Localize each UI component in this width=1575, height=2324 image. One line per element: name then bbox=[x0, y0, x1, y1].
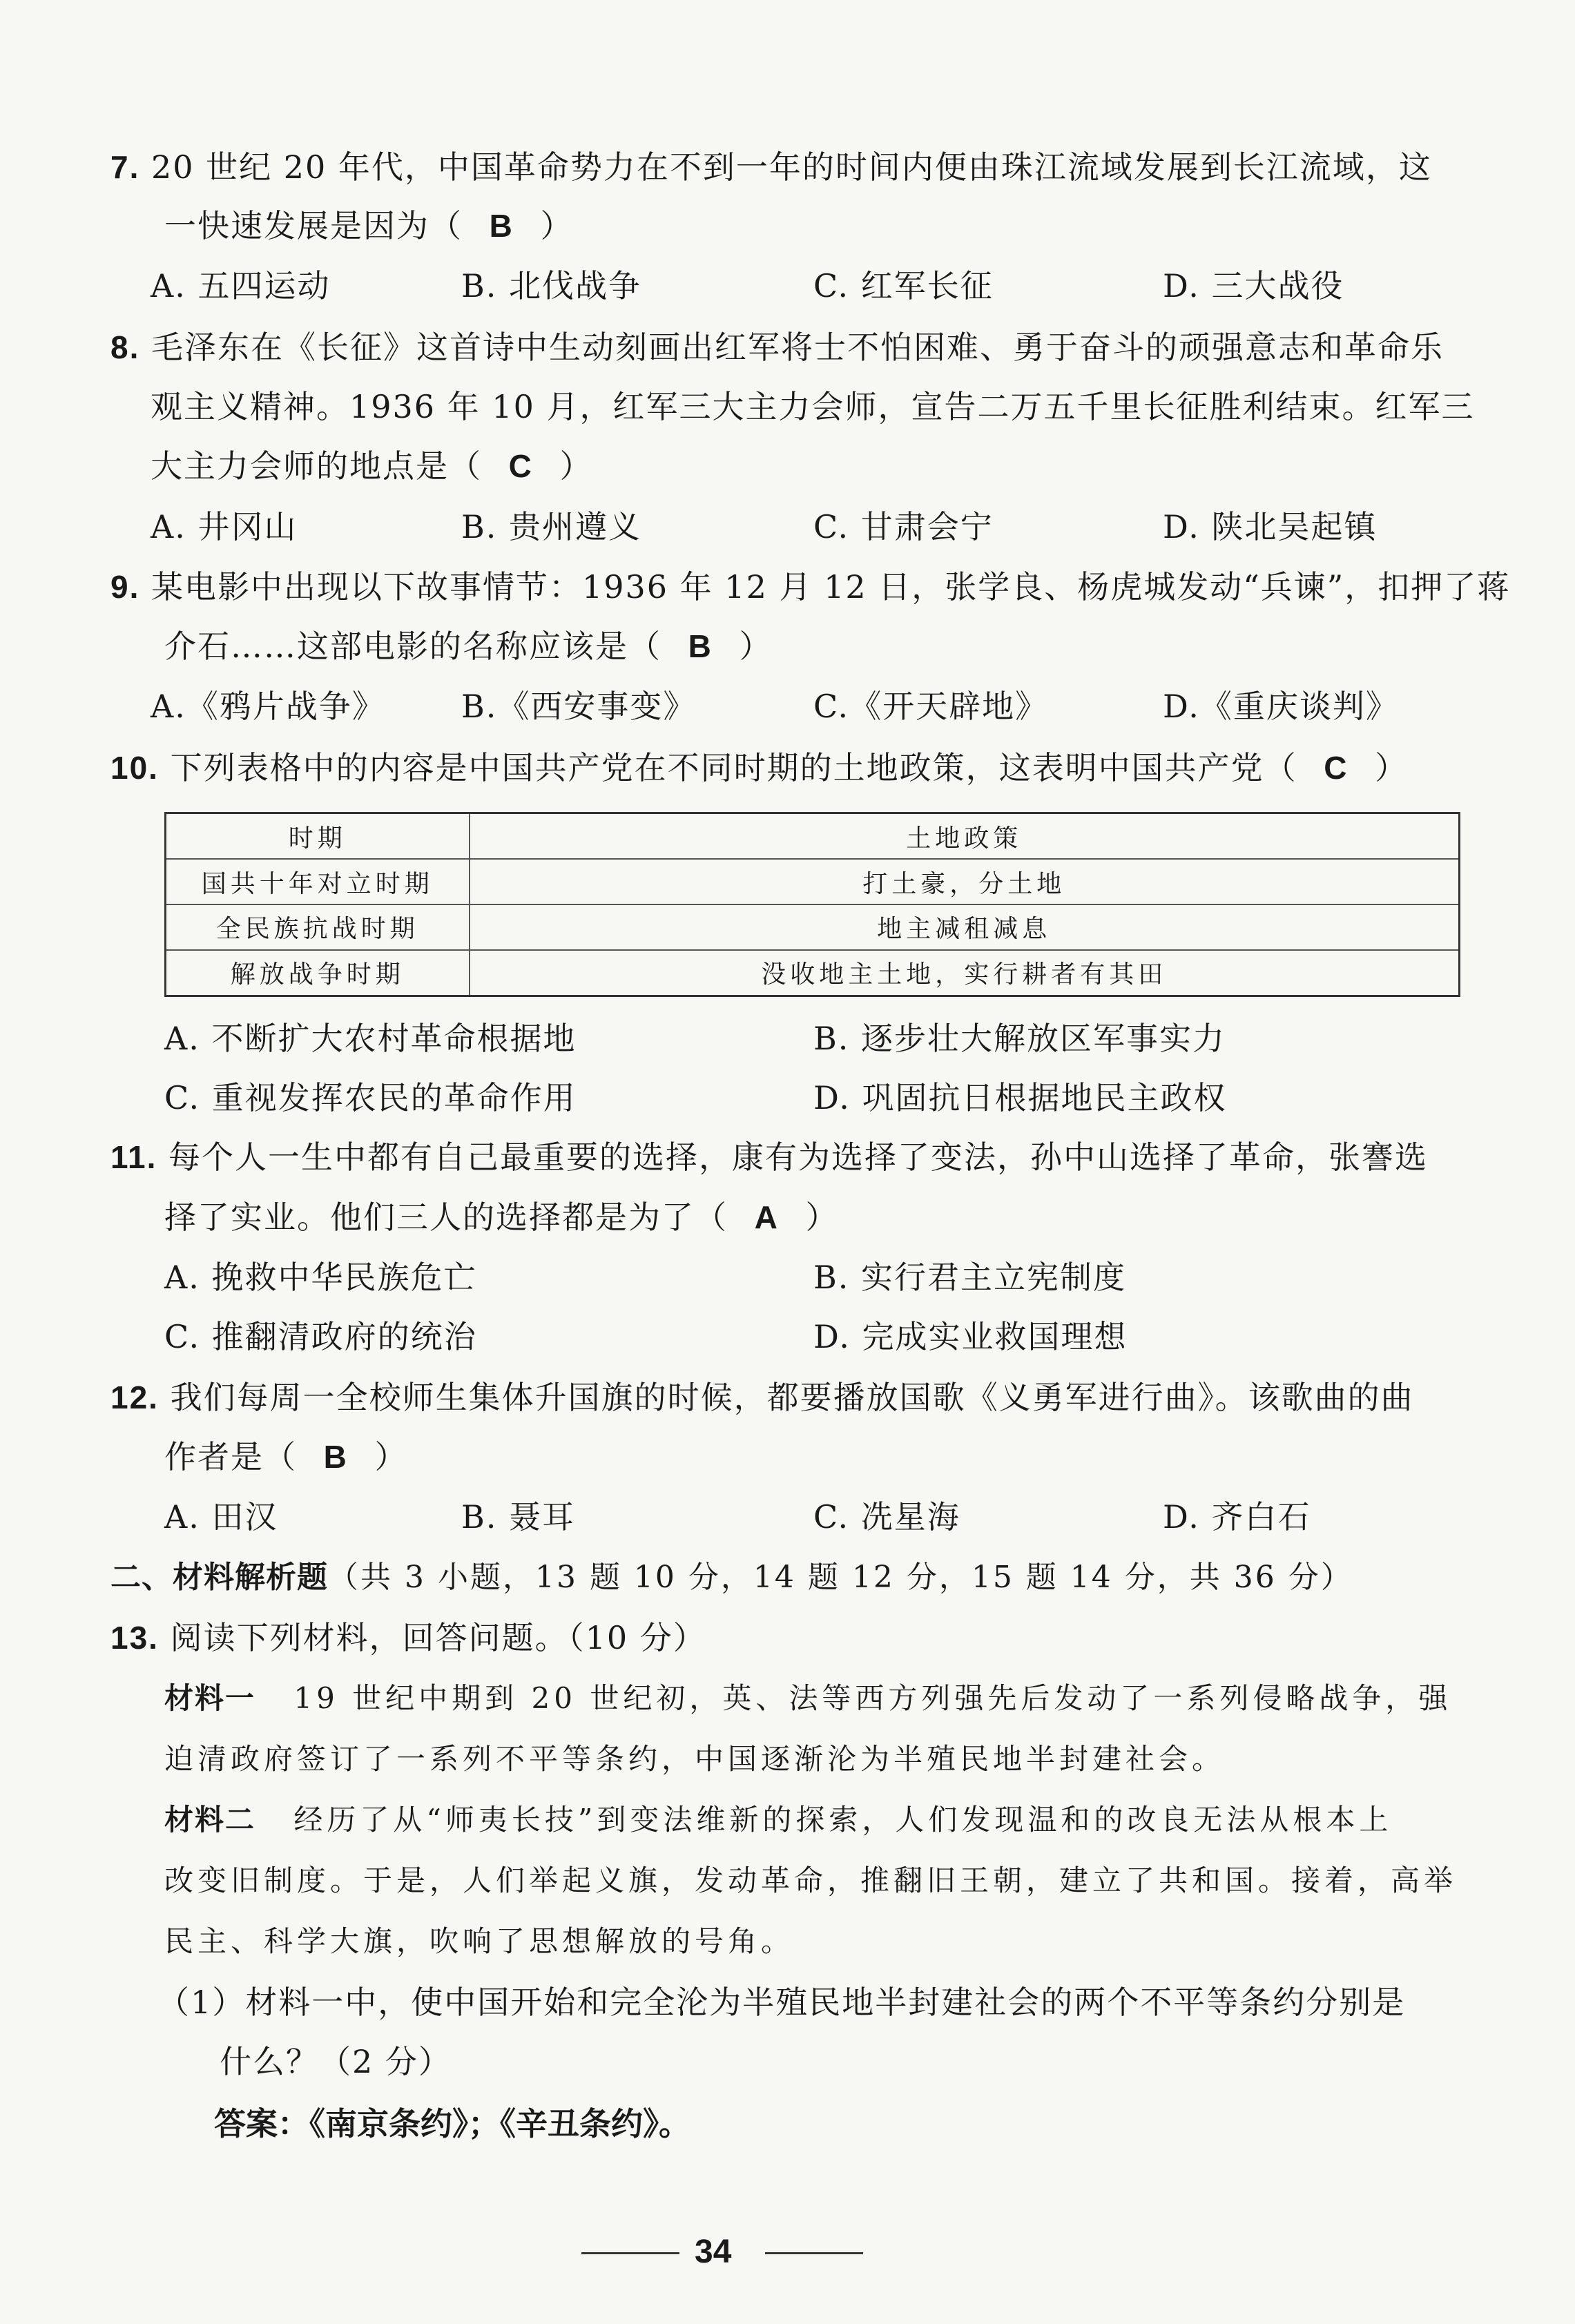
option-b: B. 聂耳 bbox=[461, 1498, 576, 1536]
answer-letter: B bbox=[489, 208, 514, 244]
option-b: B. 北伐战争 bbox=[461, 267, 642, 304]
answer-letter: B bbox=[323, 1439, 348, 1475]
question-9-line-2: 介石……这部电影的名称应该是（ B ） bbox=[164, 628, 773, 665]
option-d: D. 巩固抗日根据地民主政权 bbox=[813, 1079, 1227, 1116]
option-b: B.《西安事变》 bbox=[461, 688, 697, 725]
question-12-line-1: 12. 我们每周一全校师生集体升国旗的时候，都要播放国歌《义勇军进行曲》。该歌曲的曲 bbox=[110, 1379, 1414, 1416]
option-a: A. 井冈山 bbox=[151, 508, 298, 545]
table-row bbox=[166, 904, 1460, 950]
material-2-line-2: 改变旧制度。于是，人们举起义旗，发动革命，推翻旧王朝，建立了共和国。接着，高举 bbox=[164, 1863, 1458, 1897]
page-number: 34 bbox=[695, 2234, 732, 2270]
table-cell: 没收地主土地，实行耕者有其田 bbox=[470, 950, 1460, 996]
footer-rule-right bbox=[765, 2252, 863, 2254]
option-d: D.《重庆谈判》 bbox=[1163, 688, 1399, 725]
section-2-heading bbox=[110, 1557, 1353, 1598]
material-2-line-3: 民主、科学大旗，吹响了思想解放的号角。 bbox=[164, 1924, 795, 1958]
answer-letter: B bbox=[688, 628, 713, 664]
question-12-line-2: 作者是（ B ） bbox=[164, 1438, 408, 1475]
option-a: A. 田汉 bbox=[164, 1498, 278, 1536]
section-title: 二、材料解析题 bbox=[110, 1560, 328, 1595]
question-number: 10. bbox=[110, 750, 159, 786]
material-label: 材料一 bbox=[164, 1681, 256, 1715]
land-policy-table bbox=[164, 812, 1460, 997]
question-number: 13. bbox=[110, 1620, 159, 1656]
answer-letter: A bbox=[754, 1199, 779, 1235]
question-number: 9. bbox=[110, 569, 140, 605]
option-c: C. 甘肃会宁 bbox=[813, 508, 994, 545]
material-label: 材料二 bbox=[164, 1803, 256, 1837]
answer-letter: C bbox=[508, 448, 533, 484]
material-1-line-1: 材料一 19 世纪中期到 20 世纪初，英、法等西方列强先后发动了一系列侵略战争，强 bbox=[164, 1681, 1452, 1715]
table-cell: 国共十年对立时期 bbox=[166, 859, 470, 904]
option-d: D. 陕北吴起镇 bbox=[1163, 508, 1378, 545]
material-1-line-2: 迫清政府签订了一系列不平等条约，中国逐渐沦为半殖民地半封建社会。 bbox=[164, 1742, 1226, 1776]
option-c: C. 红军长征 bbox=[813, 267, 994, 304]
table-cell: 地主减租减息 bbox=[470, 904, 1460, 950]
table-cell: 解放战争时期 bbox=[166, 950, 470, 996]
option-b: B. 实行君主立宪制度 bbox=[813, 1259, 1127, 1296]
question-number: 11. bbox=[110, 1139, 157, 1175]
answer-letter: C bbox=[1324, 750, 1349, 786]
table-cell: 打土豪，分土地 bbox=[470, 859, 1460, 904]
answer-text: 答案：《南京条约》；《辛丑条约》。 bbox=[214, 2105, 690, 2142]
option-c: C. 重视发挥农民的革命作用 bbox=[164, 1079, 577, 1116]
question-number: 12. bbox=[110, 1379, 159, 1415]
question-10-line-1: 10. 下列表格中的内容是中国共产党在不同时期的土地政策，这表明中国共产党（ C ） bbox=[110, 749, 1409, 786]
table-cell: 全民族抗战时期 bbox=[166, 904, 470, 950]
option-d: D. 三大战役 bbox=[1163, 267, 1344, 304]
question-8-line-2: 观主义精神。1936 年 10 月，红军三大主力会师，宣告二万五千里长征胜利结束。红军三 bbox=[151, 388, 1475, 425]
question-7-line-2: 一快速发展是因为（ B ） bbox=[164, 207, 574, 244]
question-9-line-1: 9. 某电影中出现以下故事情节：1936 年 12 月 12 日，张学良、杨虎城发动“兵谏”，扣押了蒋 bbox=[110, 568, 1511, 606]
option-b: B. 贵州遵义 bbox=[461, 508, 642, 545]
table-header-cell: 时期 bbox=[166, 813, 470, 860]
footer-rule-left bbox=[581, 2252, 679, 2254]
sub-question-1-line-2: 什么？（2 分） bbox=[220, 2043, 452, 2080]
option-d: D. 齐白石 bbox=[1163, 1498, 1311, 1536]
question-7-line-1: 7. 20 世纪 20 年代，中国革命势力在不到一年的时间内便由珠江流域发展到长江流域，这 bbox=[110, 148, 1432, 186]
option-a: A. 挽救中华民族危亡 bbox=[164, 1259, 477, 1296]
option-b: B. 逐步壮大解放区军事实力 bbox=[813, 1020, 1226, 1057]
option-c: C. 冼星海 bbox=[813, 1498, 960, 1536]
material-2-line-1: 材料二 经历了从“师夷长技”到变法维新的探索，人们发现温和的改良无法从根本上 bbox=[164, 1803, 1393, 1837]
question-number: 7. bbox=[110, 149, 140, 185]
question-13-line-1: 13. 阅读下列材料，回答问题。（10 分） bbox=[110, 1619, 706, 1656]
option-a: A. 五四运动 bbox=[151, 267, 331, 304]
option-a: A.《鸦片战争》 bbox=[151, 688, 385, 725]
option-c: C. 推翻清政府的统治 bbox=[164, 1318, 477, 1355]
table-row bbox=[166, 950, 1460, 996]
sub-question-1-line-1: （1）材料一中，使中国开始和完全沦为半殖民地半封建社会的两个不平等条约分别是 bbox=[157, 1984, 1406, 2021]
table-header-cell: 土地政策 bbox=[470, 813, 1460, 860]
table-header-row bbox=[166, 813, 1460, 860]
option-c: C.《开天辟地》 bbox=[813, 688, 1049, 725]
question-number: 8. bbox=[110, 329, 140, 365]
question-8-line-1: 8. 毛泽东在《长征》这首诗中生动刻画出红军将士不怕困难、勇于奋斗的顽强意志和革命乐 bbox=[110, 329, 1444, 366]
section-note: （共 3 小题，13 题 10 分，14 题 12 分，15 题 14 分，共 36 分） bbox=[328, 1560, 1353, 1595]
question-11-line-2: 择了实业。他们三人的选择都是为了（ A ） bbox=[164, 1199, 839, 1236]
question-8-line-3: 大主力会师的地点是（ C ） bbox=[151, 447, 593, 485]
question-11-line-1: 11. 每个人一生中都有自己最重要的选择，康有为选择了变法，孙中山选择了革命，张謇选 bbox=[110, 1139, 1429, 1176]
table-row bbox=[166, 859, 1460, 904]
option-a: A. 不断扩大农村革命根据地 bbox=[164, 1020, 577, 1057]
option-d: D. 完成实业救国理想 bbox=[813, 1318, 1128, 1355]
